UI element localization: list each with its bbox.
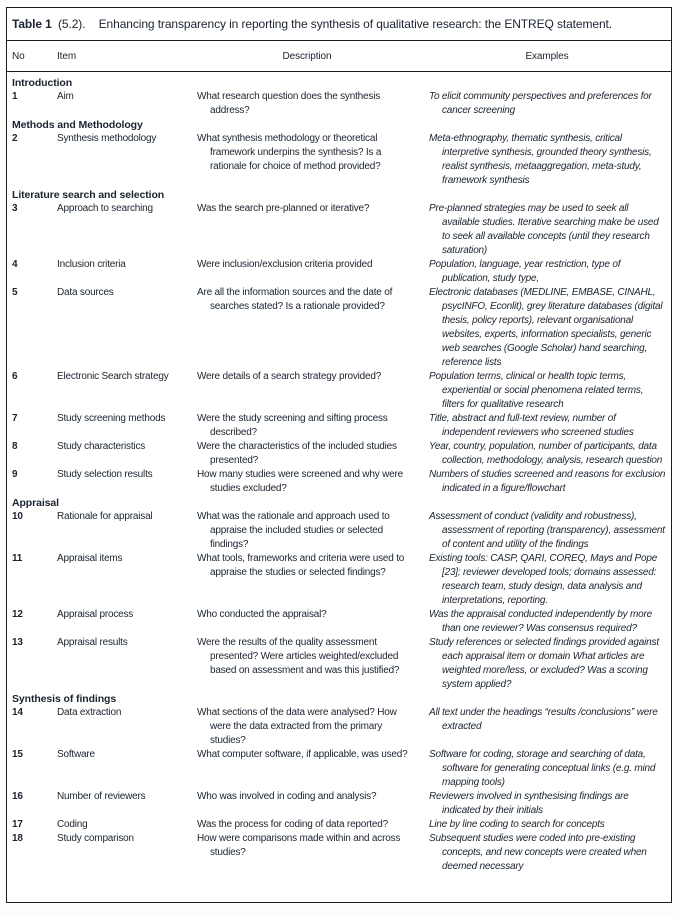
- description-cell: Who was involved in coding and analysis?: [197, 791, 377, 802]
- row-number-cell: 11: [12, 553, 23, 564]
- table-row: [7, 818, 671, 832]
- table-row: [7, 790, 671, 818]
- description-cell: Was the search pre-planned or iterative?: [197, 203, 370, 214]
- table-row: [7, 90, 671, 118]
- row-number-cell: 6: [12, 371, 18, 382]
- table-row: [7, 286, 671, 370]
- item-cell: Study characteristics: [57, 441, 146, 452]
- column-header-examples: Examples: [525, 50, 569, 62]
- item-cell: Data sources: [57, 287, 114, 298]
- description-cell: What tools, frameworks and criteria were used to appraise the studies or selected findings?: [197, 553, 405, 578]
- table-row: [7, 510, 671, 552]
- description-cell: Were details of a search strategy provided?: [197, 371, 382, 382]
- item-cell: Inclusion criteria: [57, 259, 126, 270]
- examples-cell: Pre-planned strategies may be used to seek all available studies. Iterative searching make be used to seek all available concepts (until they research saturation): [429, 203, 659, 256]
- examples-cell: Title, abstract and full-text review, number of independent reviewers who screened studies: [429, 413, 634, 438]
- examples-cell: Existing tools: CASP, QARI, COREQ, Mays and Pope [23]; reviewer developed tools; domains assessed: research team, study design, data analysis and interpretations, reporting.: [429, 553, 658, 606]
- row-number-cell: 1: [12, 91, 18, 102]
- description-cell: Were inclusion/exclusion criteria provided: [197, 259, 373, 270]
- row-number-cell: 14: [12, 707, 23, 718]
- examples-cell: Subsequent studies were coded into pre-existing concepts, and new concepts were created when deemed necessary: [429, 833, 647, 872]
- examples-cell: Was the appraisal conducted independently by more than one reviewer? Was consensus required?: [429, 609, 652, 634]
- description-cell: Were the characteristics of the included studies presented?: [197, 441, 397, 466]
- table-row: [7, 468, 671, 496]
- table-body: [7, 72, 671, 874]
- item-cell: Electronic Search strategy: [57, 371, 169, 382]
- section-heading: Methods and Methodology: [12, 119, 143, 131]
- examples-cell: Line by line coding to search for concepts: [429, 819, 605, 830]
- row-number-cell: 3: [12, 203, 18, 214]
- description-cell: What research question does the synthesis address?: [197, 91, 381, 116]
- table-caption-text: Enhancing transparency in reporting the synthesis of qualitative research: the ENTREQ statement.: [98, 17, 612, 31]
- item-cell: Study selection results: [57, 469, 153, 480]
- item-cell: Appraisal process: [57, 609, 134, 620]
- column-header-description: Description: [282, 50, 332, 62]
- table-row: [7, 636, 671, 692]
- description-cell: Were the study screening and sifting process described?: [197, 413, 388, 438]
- table-row: [7, 202, 671, 258]
- description-cell: Who conducted the appraisal?: [197, 609, 327, 620]
- item-cell: Appraisal results: [57, 637, 128, 648]
- item-cell: Study comparison: [57, 833, 134, 844]
- section-heading: Appraisal: [12, 497, 59, 509]
- examples-cell: To elicit community perspectives and preferences for cancer screening: [429, 91, 652, 116]
- item-cell: Synthesis methodology: [57, 133, 157, 144]
- table-row: [7, 608, 671, 636]
- item-cell: Software: [57, 749, 95, 760]
- row-number-cell: 2: [12, 133, 18, 144]
- table-row: [7, 832, 671, 874]
- examples-cell: Electronic databases (MEDLINE, EMBASE, CINAHL, psycINFO, Econlit), grey literature databases (digital thesis, policy reports), relevant organisational websites, experts, information specialists, generic web searches (Google Scholar) hand searching, reference lists: [429, 287, 663, 368]
- row-number-cell: 10: [12, 511, 23, 522]
- table-row: [7, 412, 671, 440]
- description-cell: What sections of the data were analysed? How were the data extracted from the primary studies?: [197, 707, 397, 746]
- table-row: [7, 258, 671, 286]
- examples-cell: Assessment of conduct (validity and robustness), assessment of reporting (transparency), assessment of content and utility of the findings: [429, 511, 665, 550]
- item-cell: Data extraction: [57, 707, 122, 718]
- item-cell: Appraisal items: [57, 553, 123, 564]
- description-cell: Are all the information sources and the date of searches stated? Is a rationale provided?: [197, 287, 393, 312]
- examples-cell: Numbers of studies screened and reasons for exclusion indicated in a figure/flowchart: [429, 469, 666, 494]
- item-cell: Coding: [57, 819, 88, 830]
- table-row: [7, 706, 671, 748]
- section-heading: Introduction: [12, 77, 73, 89]
- table-row: [7, 748, 671, 790]
- item-cell: Approach to searching: [57, 203, 153, 214]
- row-number-cell: 7: [12, 413, 18, 424]
- table-caption: [7, 8, 671, 41]
- row-number-cell: 12: [12, 609, 23, 620]
- table-row: [7, 440, 671, 468]
- item-cell: Number of reviewers: [57, 791, 146, 802]
- table-frame: [6, 7, 672, 903]
- row-number-cell: 18: [12, 833, 23, 844]
- description-cell: What computer software, if applicable, was used?: [197, 749, 408, 760]
- examples-cell: All text under the headings “results /conclusions” were extracted: [429, 707, 658, 732]
- description-cell: What was the rationale and approach used to appraise the included studies or selected findings?: [197, 511, 390, 550]
- table-label: Table 1: [12, 17, 52, 31]
- description-cell: How many studies were screened and why were studies excluded?: [197, 469, 403, 494]
- table-row: [7, 370, 671, 412]
- item-cell: Rationale for appraisal: [57, 511, 153, 522]
- description-cell: How were comparisons made within and across studies?: [197, 833, 401, 858]
- item-cell: Aim: [57, 91, 74, 102]
- row-number-cell: 9: [12, 469, 18, 480]
- row-number-cell: 4: [12, 259, 18, 270]
- column-header-item: Item: [57, 50, 77, 62]
- examples-cell: Reviewers involved in synthesising findings are indicated by their initials: [429, 791, 629, 816]
- row-number-cell: 16: [12, 791, 23, 802]
- description-cell: What synthesis methodology or theoretical framework underpins the synthesis? Is a rationale for choice of method provided?: [197, 133, 382, 172]
- row-number-cell: 5: [12, 287, 18, 298]
- row-number-cell: 13: [12, 637, 23, 648]
- examples-cell: Population terms, clinical or health topic terms, experiential or social phenomena related terms, filters for qualitative research: [429, 371, 644, 410]
- examples-cell: Study references or selected findings provided against each appraisal item or domain What articles are weighted more/less, or excluded? Was a scoring system applied?: [429, 637, 659, 690]
- section-heading: Synthesis of findings: [12, 693, 117, 705]
- item-cell: Study screening methods: [57, 413, 166, 424]
- table-number: (5.2).: [58, 17, 86, 31]
- row-number-cell: 15: [12, 749, 23, 760]
- description-cell: Were the results of the quality assessment presented? Were articles weighted/excluded based on assessment and was this justified?: [197, 637, 400, 676]
- examples-cell: Meta-ethnography, thematic synthesis, critical interpretive synthesis, grounded theory synthesis, realist synthesis, metaaggregation, meta-study, framework synthesis: [429, 133, 652, 186]
- description-cell: Was the process for coding of data reported?: [197, 819, 388, 830]
- examples-cell: Software for coding, storage and searching of data, software for generating conceptual links (e.g. mind mapping tools): [429, 749, 656, 788]
- examples-cell: Year, country, population, number of participants, data collection, methodology, analysis, research question: [429, 441, 663, 466]
- row-number-cell: 8: [12, 441, 18, 452]
- table-row: [7, 552, 671, 608]
- examples-cell: Population, language, year restriction, type of publication, study type,: [429, 259, 621, 284]
- row-number-cell: 17: [12, 819, 23, 830]
- table-row: [7, 132, 671, 188]
- column-header-row: [7, 41, 671, 72]
- column-header-no: No: [12, 50, 25, 62]
- section-heading: Literature search and selection: [12, 189, 165, 201]
